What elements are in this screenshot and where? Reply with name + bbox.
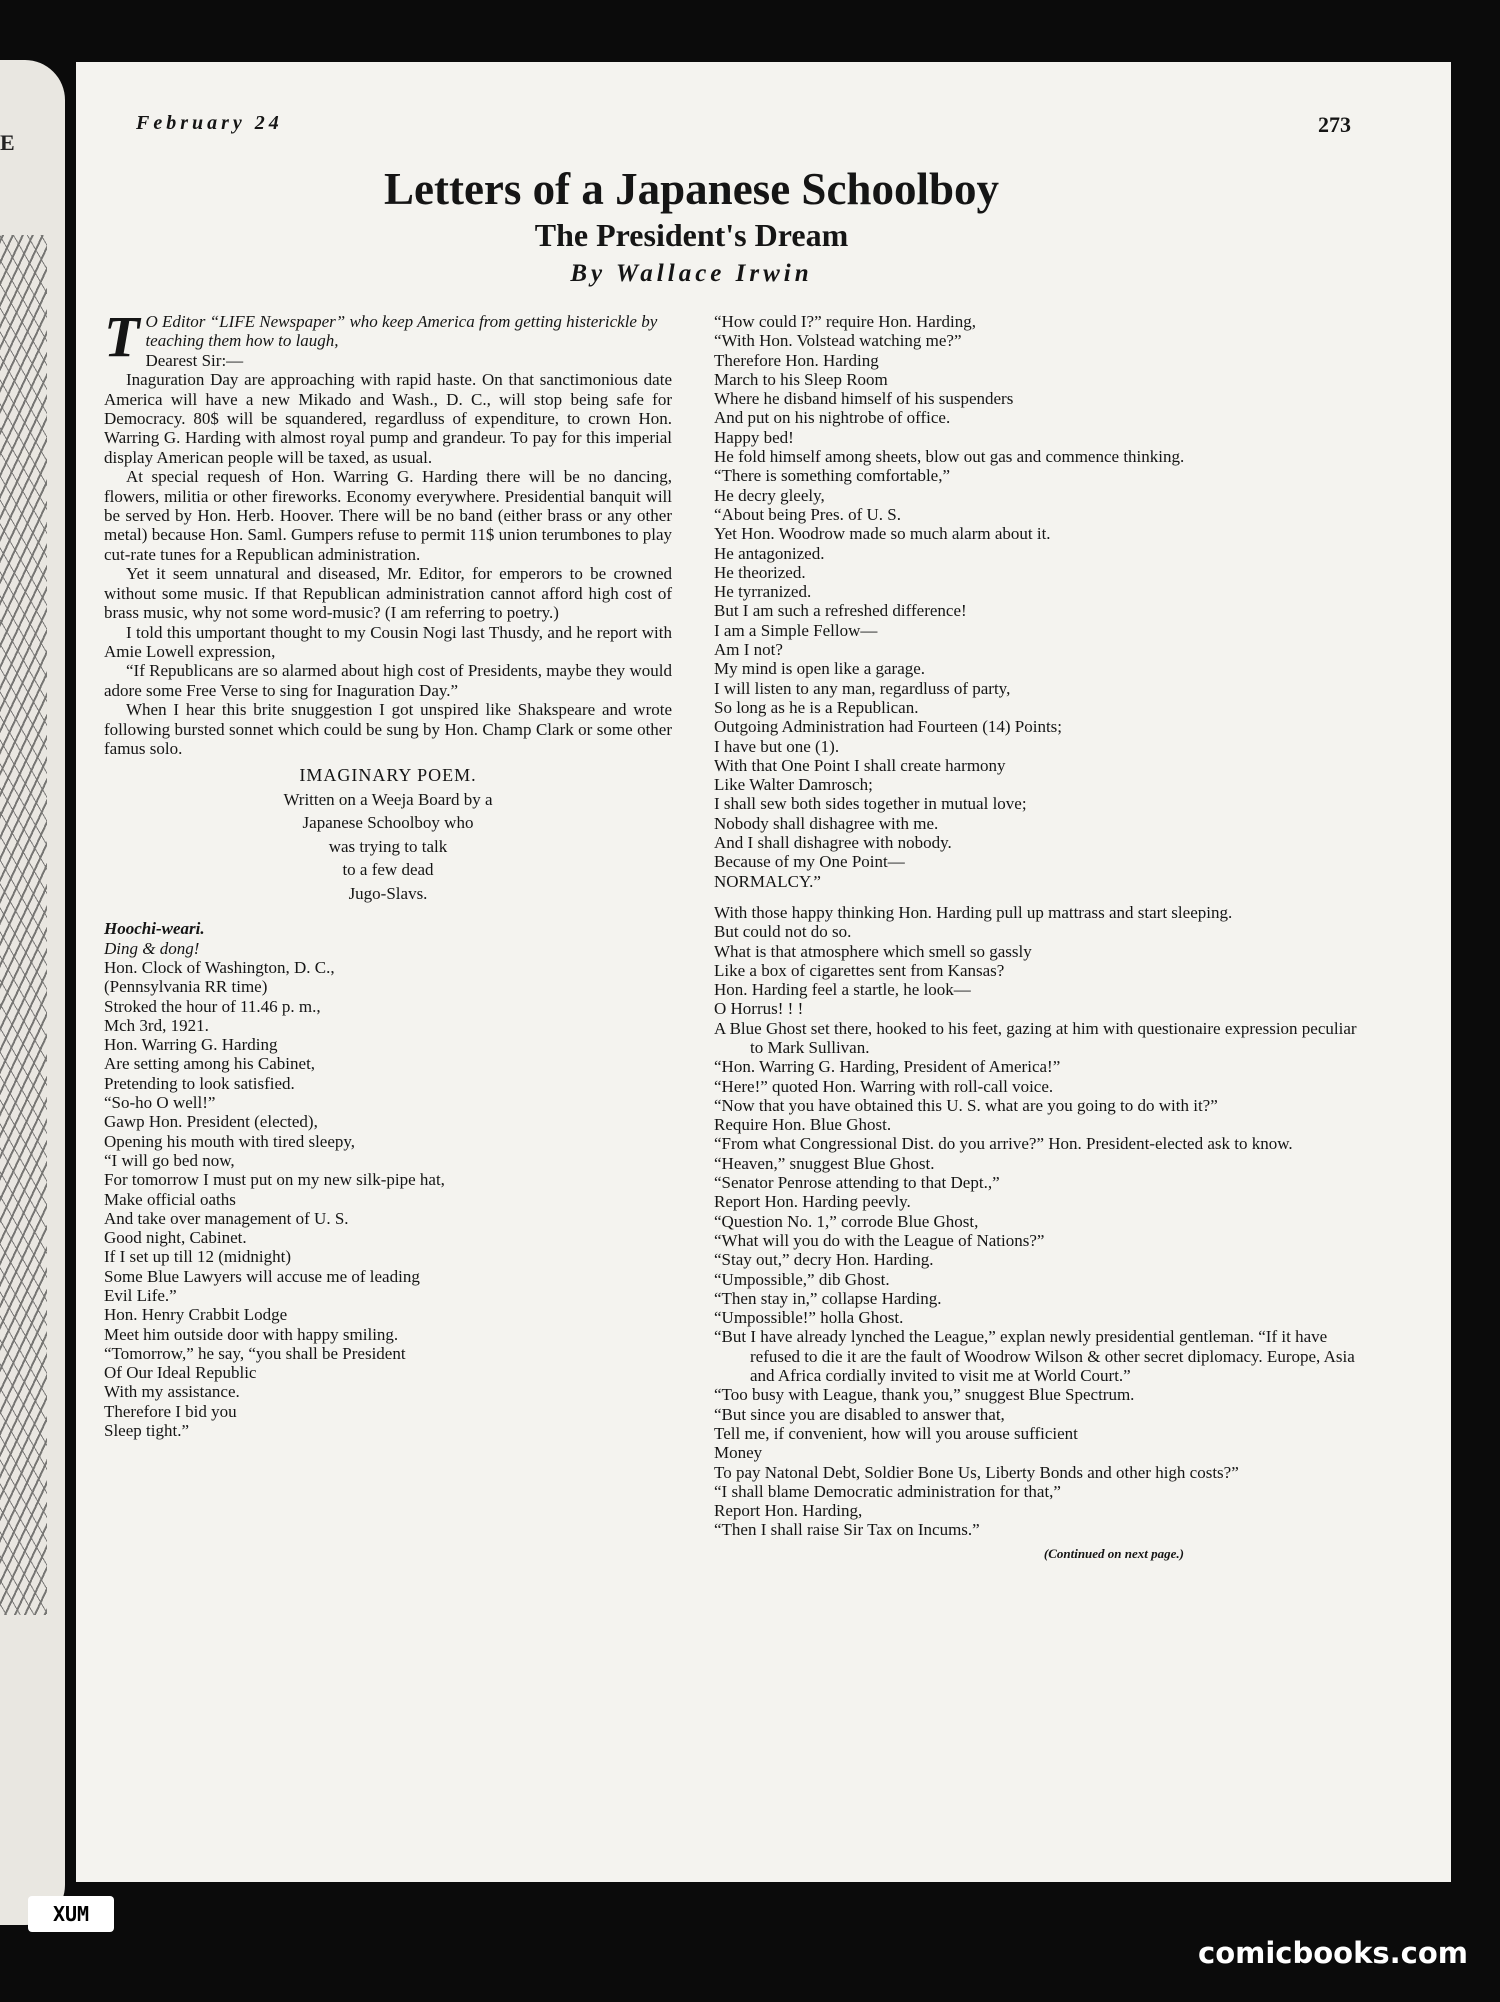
poem-heading-line: was trying to talk (328, 836, 448, 856)
poem-right-part-2 (714, 903, 1364, 1540)
continued-note: (Continued on next page.) (1043, 1545, 1184, 1561)
poem-line: He theorized. (714, 562, 806, 582)
source-badge: XUM (28, 1896, 114, 1932)
poem-line: Hon. Henry Crabbit Lodge (104, 1305, 288, 1325)
poem-line: But could not do so. (714, 922, 852, 942)
poem-line: Ding & dong! (104, 938, 200, 958)
poem-line: Hoochi-weari. (104, 919, 205, 939)
poem-line: And take over management of U. S. (104, 1208, 349, 1228)
page-number: 273 (1318, 112, 1351, 137)
poem-line: I shall sew both sides together in mutual love; (714, 794, 1027, 814)
poem-line: “What will you do with the League of Nations?” (714, 1230, 1045, 1250)
facing-page-edge (0, 60, 65, 1925)
poem-line: “Question No. 1,” corrode Blue Ghost, (714, 1211, 979, 1231)
poem-line: “There is something comfortable,” (714, 466, 951, 486)
poem-line: For tomorrow I must put on my new silk-pipe hat, (104, 1170, 445, 1190)
poem-line: “Then I shall raise Sir Tax on Incums.” (714, 1520, 980, 1540)
poem-line: So long as he is a Republican. (714, 697, 919, 717)
poem-line: “About being Pres. of U. S. (714, 504, 901, 524)
issue-date: February 24 (136, 112, 283, 134)
poem-line: “How could I?” require Hon. Harding, (714, 312, 976, 331)
poem-line: Report Hon. Harding peevly. (714, 1192, 911, 1212)
poem-line: With my assistance. (104, 1382, 240, 1402)
poem-line: Some Blue Lawyers will accuse me of leading (104, 1266, 420, 1286)
poem-line: “Then stay in,” collapse Harding. (714, 1288, 942, 1308)
poem-line: Make official oaths (104, 1189, 236, 1209)
poem-line: Like a box of cigarettes sent from Kansas? (714, 960, 1005, 980)
poem-line: What is that atmosphere which smell so gassly (714, 941, 1032, 961)
poem-line: Yet Hon. Woodrow made so much alarm about it. (714, 524, 1051, 544)
poem-right-part-1 (714, 312, 1364, 891)
poem-line: NORMALCY.” (714, 871, 821, 891)
poem-line: “Tomorrow,” he say, “you shall be President (104, 1343, 406, 1363)
poem-line: My mind is open like a garage. (714, 659, 926, 679)
poem-line: He tyrranized. (714, 582, 812, 602)
article-byline: By Wallace Irwin (570, 260, 813, 287)
watermark: comicbooks.com (1198, 1936, 1468, 1970)
poem-line: With those happy thinking Hon. Harding pull up mattrass and start sleeping. (714, 902, 1233, 922)
poem-line: “Umpossible!” holla Ghost. (714, 1308, 904, 1328)
poem-heading-line: Japanese Schoolboy who (302, 813, 474, 833)
poem-line: He antagonized. (714, 543, 825, 563)
paragraph: “If Republicans are so alarmed about high cost of Presidents, maybe they would adore some Free Verse to sing for Inaguration Day.” (104, 661, 672, 700)
left-column (104, 304, 672, 1441)
paragraph: At special requesh of Hon. Warring G. Harding there will be no dancing, flowers, militia or other fireworks. Economy everywhere. Presidential banquit will be served by Hon. Herb. Hoover. There will be no band (either brass or any other metal) because Hon. Saml. Gumpers refuse to permit 11$ union terumbones to play cut-rate tunes for a Republican administration. (104, 467, 672, 564)
poem-line: He fold himself among sheets, blow out gas and commence thinking. (714, 447, 1185, 467)
poem-heading (104, 764, 672, 905)
poem-line: Report Hon. Harding, (714, 1501, 863, 1521)
poem-line: With that One Point I shall create harmony (714, 755, 1006, 775)
poem-line: Nobody shall dishagree with me. (714, 813, 939, 833)
intro-text: O Editor “LIFE Newspaper” who keep America from getting histerickle by teaching them how to laugh, (145, 312, 658, 351)
poem-line: “But since you are disabled to answer that, (714, 1404, 1005, 1424)
facing-page-fragment: E (0, 130, 15, 155)
poem-heading-line: to a few dead (342, 860, 434, 880)
magazine-page (76, 62, 1451, 1882)
poem-line: Outgoing Administration had Fourteen (14) Points; (714, 717, 1063, 737)
poem-line: “Now that you have obtained this U. S. what are you going to do with it?” (714, 1095, 1218, 1115)
article-title: Letters of a Japanese Schoolboy (384, 164, 999, 214)
poem-heading-line: Written on a Weeja Board by a (283, 789, 493, 809)
poem-line: And put on his nightrobe of office. (714, 408, 951, 428)
poem-line: Like Walter Damrosch; (714, 775, 873, 795)
paragraph: I told this umportant thought to my Cousin Nogi last Thusdy, and he report with Amie Lowell expression, (104, 622, 672, 661)
poem-line: I am a Simple Fellow— (714, 620, 878, 640)
poem-line: “Umpossible,” dib Ghost. (714, 1269, 890, 1289)
poem-line: Therefore I bid you (104, 1401, 237, 1421)
poem-line: “With Hon. Volstead watching me?” (714, 331, 962, 351)
salutation: Dearest Sir:— (145, 350, 244, 370)
poem-line: “Heaven,” snuggest Blue Ghost. (714, 1153, 935, 1173)
poem-line: To pay Natonal Debt, Soldier Bone Us, Liberty Bonds and other high costs?” (714, 1462, 1239, 1482)
poem-line: “Here!” quoted Hon. Warring with roll-call voice. (714, 1076, 1054, 1096)
poem-line: And I shall dishagree with nobody. (714, 833, 952, 853)
poem-line: “Stay out,” decry Hon. Harding. (714, 1250, 934, 1270)
poem-line: Are setting among his Cabinet, (104, 1054, 316, 1074)
body-paragraphs (104, 370, 672, 758)
poem-line: Hon. Clock of Washington, D. C., (104, 957, 335, 977)
poem-line: “Senator Penrose attending to that Dept.,” (714, 1173, 1000, 1193)
poem-line: Hon. Harding feel a startle, he look— (714, 980, 971, 1000)
poem-left (104, 919, 672, 1440)
poem-line: I have but one (1). (714, 736, 840, 756)
poem-line: A Blue Ghost set there, hooked to his feet, gazing at him with questionaire expression peculiar to Mark Sullivan. (714, 1018, 1357, 1057)
poem-line: Am I not? (714, 640, 783, 660)
poem-line: (Pennsylvania RR time) (104, 977, 268, 997)
poem-line: Money (714, 1443, 763, 1463)
poem-line: “From what Congressional Dist. do you arrive?” Hon. President-elected ask to know. (714, 1134, 1293, 1154)
poem-line: Stroked the hour of 11.46 p. m., (104, 996, 321, 1016)
poem-line: Hon. Warring G. Harding (104, 1035, 278, 1055)
poem-line: Therefore Hon. Harding (714, 350, 879, 370)
poem-line: Mch 3rd, 1921. (104, 1015, 209, 1035)
poem-line: Happy bed! (714, 427, 794, 447)
poem-line: Good night, Cabinet. (104, 1228, 247, 1248)
paragraph: Inaguration Day are approaching with rapid haste. On that sanctimonious date America will have a new Mikado and Wash., D. C., will stop being safe for Democracy. 80$ will be squandered, regardluss of expenditure, to crown Hon. Warring G. Harding with almost royal pump and grandeur. To pay for this imperial display American people will be taxed, as usual. (104, 370, 672, 467)
drop-cap: T (104, 304, 140, 369)
poem-line: Because of my One Point— (714, 852, 905, 872)
poem-line: “Too busy with League, thank you,” snuggest Blue Spectrum. (714, 1385, 1135, 1405)
poem-line: Meet him outside door with happy smiling. (104, 1324, 399, 1344)
right-column (714, 312, 1364, 1563)
poem-line: “I will go bed now, (104, 1150, 235, 1170)
poem-line: Tell me, if convenient, how will you arouse sufficient (714, 1423, 1078, 1443)
poem-heading-line: IMAGINARY POEM. (299, 765, 477, 786)
poem-line: “But I have already lynched the League,” explan newly presidential gentleman. “If it have refused to die it are the fault of Woodrow Wilson & other secret diplomacy. Europe, Asia and Africa cordially invited to visit me at World Court.” (714, 1327, 1355, 1386)
poem-line: I will listen to any man, regardluss of party, (714, 678, 1011, 698)
paragraph: When I hear this brite snuggestion I got unspired like Shakspeare and wrote following bursted sonnet which could be sung by Hon. Champ Clark or some other famus solo. (104, 700, 672, 758)
poem-line: Opening his mouth with tired sleepy, (104, 1131, 356, 1151)
paragraph: Yet it seem unnatural and diseased, Mr. Editor, for emperors to be crowned without some music. If that Republican administration cannot afford high cost of brass music, why not some word-music? (I am referring to poetry.) (104, 564, 672, 623)
poem-heading-line: Jugo-Slavs. (348, 883, 428, 903)
poem-line: “So-ho O well!” (104, 1093, 216, 1113)
poem-line: Where he disband himself of his suspenders (714, 389, 1014, 409)
poem-line: O Horrus! ! ! (714, 999, 804, 1019)
page-header (106, 112, 1421, 152)
poem-line: Pretending to look satisfied. (104, 1073, 295, 1093)
poem-line: “Hon. Warring G. Harding, President of America!” (714, 1057, 1061, 1077)
poem-line: Require Hon. Blue Ghost. (714, 1115, 892, 1135)
poem-line: March to his Sleep Room (714, 369, 888, 389)
poem-line: “I shall blame Democratic administration for that,” (714, 1481, 1061, 1501)
poem-line: Gawp Hon. President (elected), (104, 1112, 318, 1132)
poem-line: If I set up till 12 (midnight) (104, 1247, 291, 1267)
facing-page-illustration (0, 235, 47, 1615)
poem-line: He decry gleely, (714, 485, 825, 505)
article-subtitle: The President's Dream (534, 217, 849, 253)
poem-line: Evil Life.” (104, 1285, 177, 1305)
poem-line: But I am such a refreshed difference! (714, 601, 967, 621)
poem-line: Of Our Ideal Republic (104, 1363, 257, 1383)
poem-line: Sleep tight.” (104, 1421, 189, 1441)
